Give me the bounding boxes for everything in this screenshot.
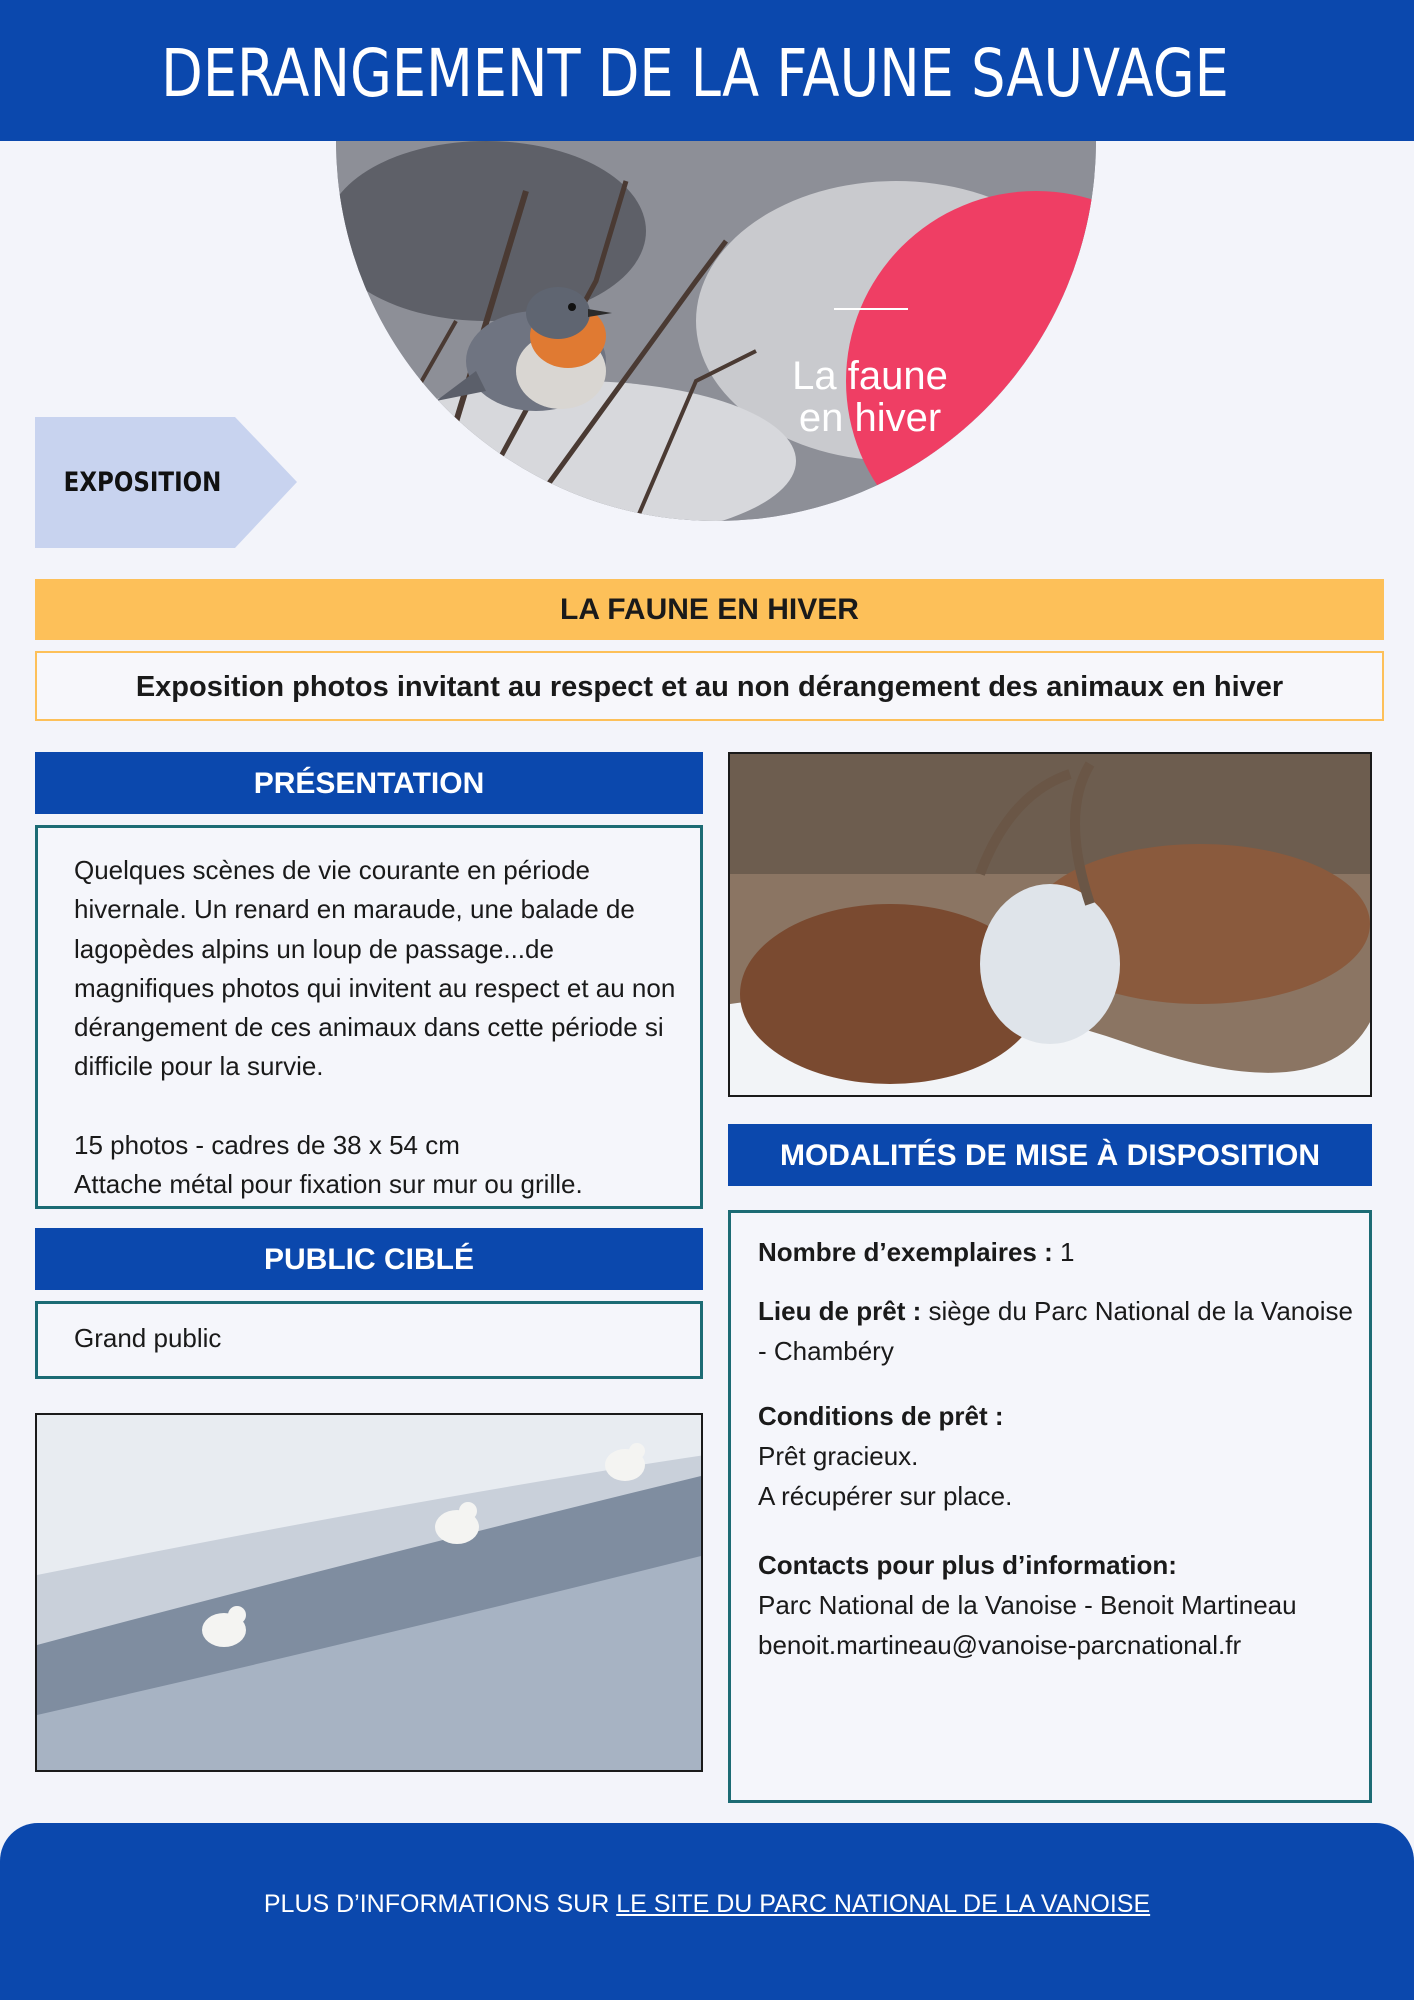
page-title: DERANGEMENT DE LA FAUNE SAUVAGE	[161, 35, 1229, 112]
footer-text	[0, 1890, 1414, 1919]
hero-badge-text	[690, 355, 1050, 439]
copies-row	[758, 1232, 1358, 1272]
place-value: siège du Parc National de la Vanoise - Chambéry	[758, 1296, 1353, 1366]
ibex-photo	[728, 752, 1372, 1097]
conditions-line-2: A récupérer sur place.	[758, 1481, 1013, 1511]
conditions-label: Conditions de prêt :	[758, 1401, 1004, 1431]
public-heading: PUBLIC CIBLÉ	[35, 1228, 703, 1290]
presentation-text	[74, 851, 684, 1204]
contact-email[interactable]: benoit.martineau@vanoise-parcnational.fr	[758, 1630, 1242, 1660]
ptarmigan-photo	[35, 1413, 703, 1772]
ptarmigan-illustration	[37, 1415, 703, 1772]
presentation-detail-1: 15 photos - cadres de 38 x 54 cm	[74, 1129, 460, 1160]
contacts-line-1: Parc National de la Vanoise - Benoit Martineau	[758, 1590, 1297, 1620]
badge-divider	[834, 308, 908, 310]
presentation-heading: PRÉSENTATION	[35, 752, 703, 814]
copies-value: 1	[1060, 1237, 1075, 1267]
footer-prefix: PLUS D’INFORMATIONS SUR	[263, 1890, 617, 1918]
presentation-detail-2: Attache métal pour fixation sur mur ou grille.	[74, 1169, 583, 1200]
place-label: Lieu de prêt :	[758, 1296, 922, 1326]
pink-badge-shape	[336, 141, 1096, 521]
modalites-content	[758, 1232, 1358, 1684]
ibex-illustration	[730, 754, 1372, 1097]
exhibition-title: LA FAUNE EN HIVER	[560, 593, 859, 626]
badge-line-1: La faune	[792, 354, 948, 398]
conditions-line-1: Prêt gracieux.	[758, 1441, 919, 1471]
public-value: Grand public	[74, 1323, 222, 1353]
modalites-heading: MODALITÉS DE MISE À DISPOSITION	[728, 1124, 1372, 1186]
conditions-row	[758, 1396, 1358, 1516]
contacts-row	[758, 1545, 1358, 1665]
exhibition-subtitle: Exposition photos invitant au respect et au non dérangement des animaux en hiver	[135, 671, 1284, 703]
exposition-tag-label: EXPOSITION	[63, 467, 222, 498]
copies-label: Nombre d’exemplaires :	[758, 1237, 1053, 1267]
presentation-paragraph: Quelques scènes de vie courante en période hivernale. Un renard en maraude, une balade de lagopèdes alpins un loup de passage...de magnifiques photos qui invitent au respect et au non dérangement de ces animaux dans cette période si difficile pour la survie.	[74, 855, 676, 1082]
badge-line-2: en hiver	[798, 396, 942, 440]
place-row	[758, 1291, 1358, 1371]
park-website-link[interactable]: LE SITE DU PARC NATIONAL DE LA VANOISE	[616, 1890, 1151, 1918]
contacts-label: Contacts pour plus d’information:	[758, 1550, 1177, 1580]
